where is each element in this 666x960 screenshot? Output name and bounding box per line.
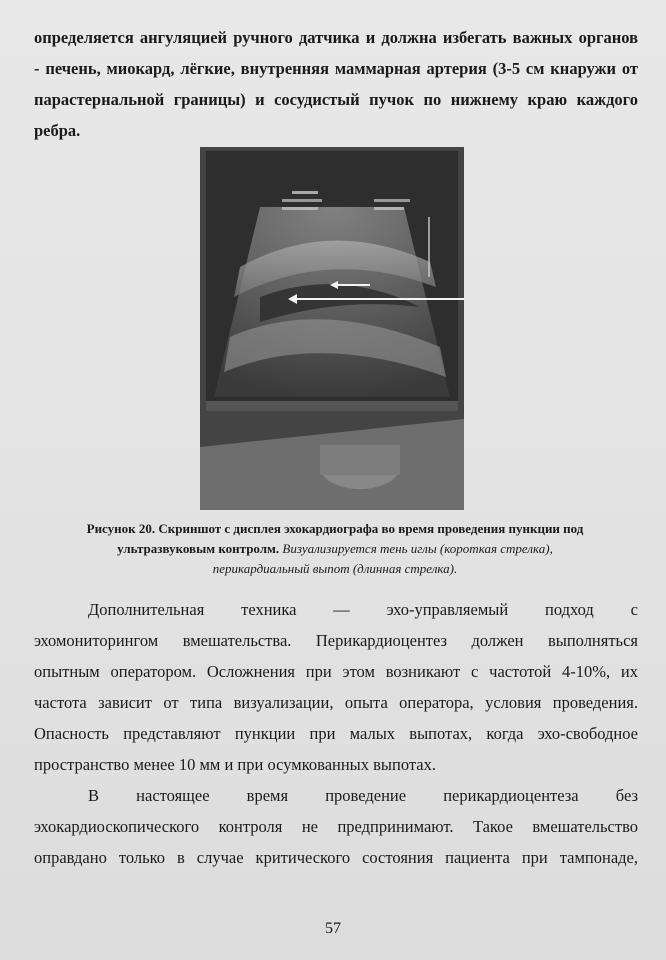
text-line: эхокардиоскопического контроля не предпринимают. Такое вмешательство [34, 817, 638, 836]
text-line: В настоящее время проведение перикардиоцентеза без [88, 786, 638, 805]
figure-caption [50, 519, 620, 579]
text-line: Дополнительная техника — эхо-управляемый подход с [88, 600, 638, 619]
current-practice-paragraph [34, 780, 638, 873]
text-line: эхомониторингом вмешательства. Перикардиоцентез должен выполняться [34, 631, 638, 650]
text-line: опытным оператором. Осложнения при этом возникают с частотой 4-10%, их [34, 662, 638, 681]
text-line: оправдано только в случае критического состояния пациента при тампонаде, [34, 848, 638, 867]
text-line: пространство менее 10 мм и при осумкованных выпотах. [34, 755, 436, 774]
intro-paragraph [34, 22, 638, 146]
text-line: частота зависит от типа визуализации, опыта оператора, условия проведения. [34, 693, 638, 712]
caption-title-continued: ультразвуковым контролм. [117, 541, 280, 556]
ultrasound-image [200, 147, 464, 510]
text-line: определяется ангуляцией ручного датчика и должна избегать важных органов [34, 28, 638, 47]
caption-description-continued: перикардиальный выпот (длинная стрелка). [212, 561, 458, 576]
page-number: 57 [325, 920, 341, 937]
additional-technique-paragraph [34, 594, 638, 780]
text-line: парастернальной границы) и сосудистый пучок по нижнему краю каждого [34, 90, 638, 109]
ultrasound-screenshot [200, 147, 464, 510]
caption-description: Визуализируется тень иглы (короткая стрелка), [282, 541, 553, 556]
text-line: ребра. [34, 121, 81, 140]
caption-title: Рисунок 20. Скриншот с дисплея эхокардиографа во время проведения пункции под [86, 521, 584, 536]
text-line: - печень, миокард, лёгкие, внутренняя маммарная артерия (3-5 см кнаружи от [34, 59, 638, 78]
text-line: Опасность представляют пункции при малых выпотах, когда эхо-свободное [34, 724, 638, 743]
